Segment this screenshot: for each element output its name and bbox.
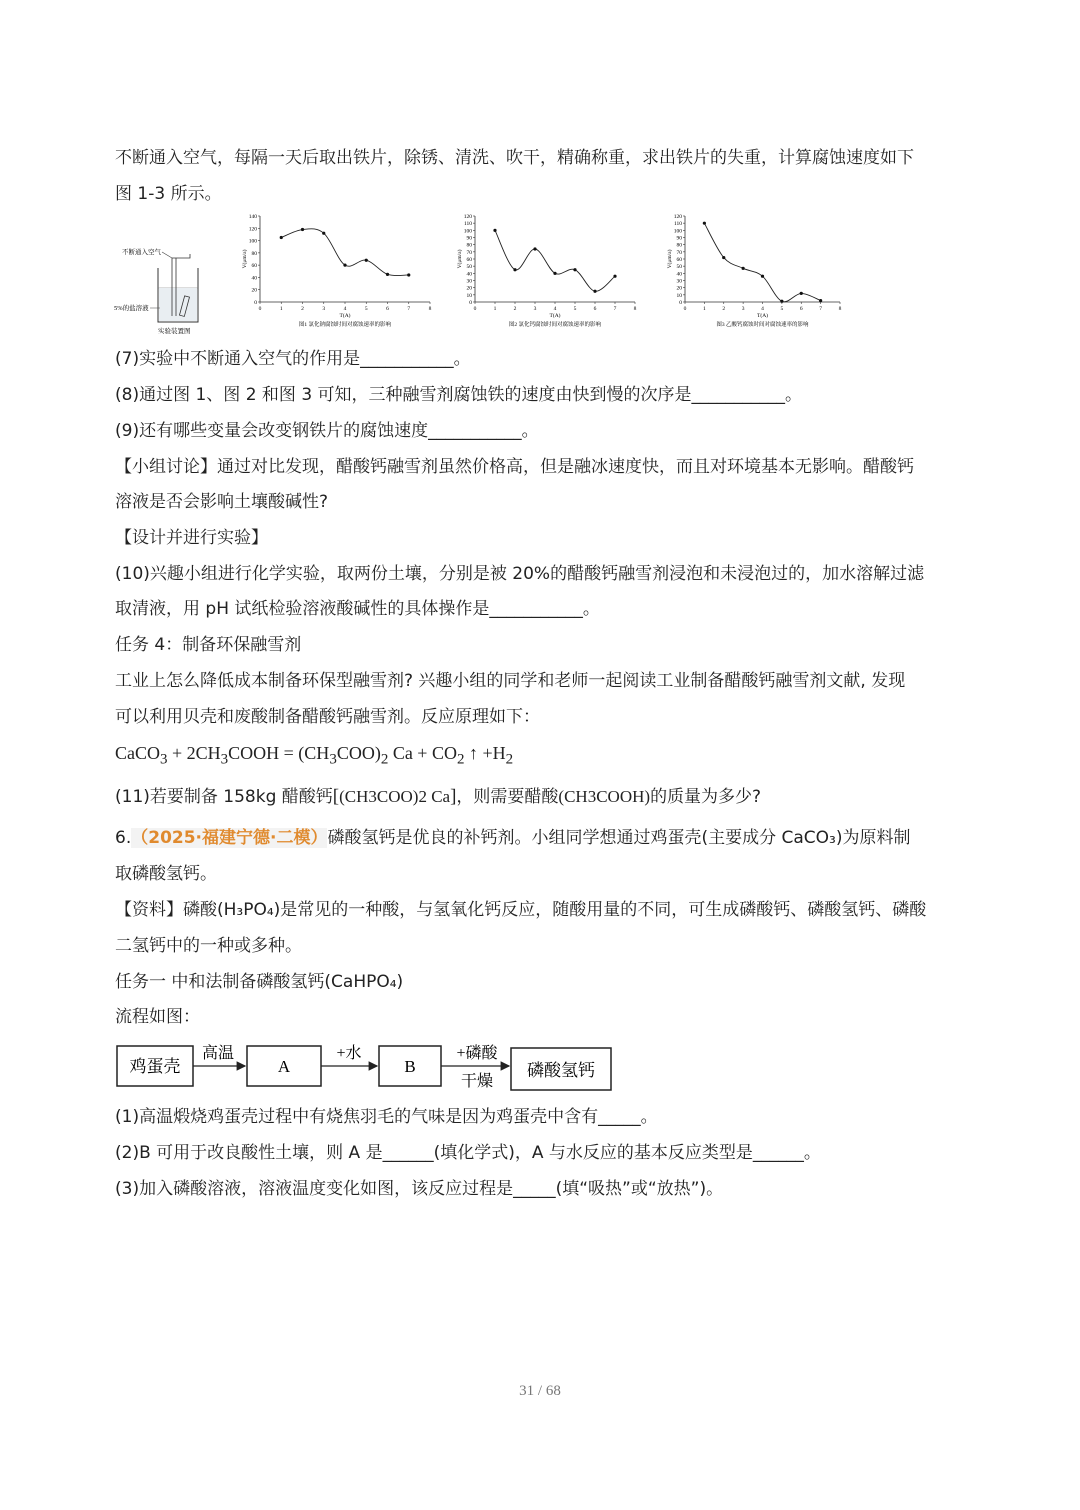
task-4-heading: 任务 4：制备环保融雪剂 [115,635,302,655]
problem-6-question-3: (3)加入磷酸溶液，溶液温度变化如图，该反应过程是_____(填“吸热”或“放热”)。 [115,1179,724,1199]
y-tick-label: 90 [676,235,682,242]
question-11: (11)若要制备 158kg 醋酸钙[(CH3COO)2 Ca]，则需要醋酸(CH3COOH)的质量为多少? [115,786,762,807]
y-tick-label: 60 [466,257,472,263]
flow-label-product: 磷酸氢钙 [527,1061,595,1080]
data-point [722,256,725,259]
x-tick-label: 8 [633,306,637,312]
y-axis-label: V(μm/a) [667,249,673,269]
chart-caption: 图2 氯化钙腐蚀时间对腐蚀速率的影响 [508,322,602,328]
chart-2 [456,214,637,328]
y-tick-label: 50 [676,264,682,271]
data-line-1: 【资料】磷酸(H₃PO₄)是常见的一种酸，与氢氧化钙反应，随酸用量的不同，可生成磷酸钙、磷酸氢钙、磷酸 [115,900,927,920]
data-point [533,247,536,250]
figure-row [110,210,850,340]
calcium-acetate-formula: (CH3COO)2 Ca [339,787,451,806]
data-point [780,300,783,303]
series-line [495,230,615,291]
problem-6-question-2: (2)B 可用于改良酸性土壤，则 A 是______(填化学式)，A 与水反应的基本反应类型是______。 [115,1143,821,1163]
x-tick-label: 7 [819,306,822,312]
problem-6-line-1: 6.（2025·福建宁德·二模）磷酸氢钙是优良的补钙剂。小组同学想通过鸡蛋壳(主要成分 CaCO₃)为原料制 [115,828,911,848]
design-heading: 【设计并进行实验】 [115,528,268,548]
x-tick-label: 7 [407,306,411,312]
data-point [301,228,304,231]
y-axis-label: V(μm/a) [242,249,248,269]
flow-label-b: B [404,1057,416,1076]
x-axis-label: T(A) [339,313,351,319]
y-tick-label: 60 [676,257,682,263]
y-tick-label: 100 [463,228,472,235]
data-point [365,259,368,262]
intro-line-1: 不断通入空气，每隔一天后取出铁片，除锈、清洗、吹干，精确称重，求出铁片的失重，计算腐蚀速度如下 [115,148,914,168]
y-tick-label: 100 [248,238,257,245]
data-point [703,222,706,225]
data-point [613,275,616,278]
question-10-line-1: (10)兴趣小组进行化学实验，取两份土壤，分别是被 20%的醋酸钙融雪剂浸泡和未浸泡过的，加水溶解过滤 [115,564,925,584]
y-tick-label: 20 [676,285,682,292]
y-tick-label: 0 [469,300,472,306]
apparatus-caption: 实验装置图 [158,328,191,335]
y-tick-label: 120 [463,214,472,220]
flow-step-dry: 干燥 [460,1073,494,1090]
data-point [800,292,803,295]
discussion-line-1: 【小组讨论】通过对比发现，醋酸钙融雪剂虽然价格高，但是融冰速度快，而且对环境基本无影响。醋酸钙 [115,457,914,477]
x-tick-label: 4 [553,306,557,312]
flow-label-eggshell: 鸡蛋壳 [129,1057,181,1076]
chart-3 [666,214,842,328]
series-line [704,223,820,302]
discussion-line-2: 溶液是否会影响土壤酸碱性? [115,492,329,512]
flow-intro: 流程如图： [115,1007,200,1027]
y-tick-label: 60 [251,263,257,270]
flow-step-heat: 高温 [201,1045,235,1062]
y-tick-label: 20 [466,285,472,292]
y-tick-label: 120 [248,226,257,233]
chart-caption: 图3 乙酸钙腐蚀时间对腐蚀速率的影响 [716,322,809,328]
x-tick-label: 8 [428,306,432,312]
x-tick-label: 3 [533,306,537,312]
industry-line-1: 工业上怎么降低成本制备环保型融雪剂? 兴趣小组的同学和老师一起阅读工业制备醋酸钙融雪剂文献, 发现 [115,671,906,691]
x-tick-label: 4 [343,306,347,312]
x-tick-label: 0 [683,306,687,312]
data-point [407,273,410,276]
x-tick-label: 6 [386,306,389,312]
page-number: 31 / 68 [519,1383,561,1399]
data-line-2: 二氢钙中的一种或多种。 [115,936,302,956]
y-tick-label: 90 [466,235,472,242]
chart-1 [241,214,432,328]
x-tick-label: 3 [741,306,745,312]
y-tick-label: 110 [673,221,682,228]
y-tick-label: 120 [673,214,682,220]
y-tick-label: 30 [466,278,472,285]
data-point [553,272,556,275]
y-tick-label: 80 [466,242,472,249]
data-point [343,264,346,267]
apparatus-diagram [114,247,198,335]
data-point [761,275,764,278]
x-tick-label: 6 [593,306,597,312]
acetic-acid-formula: CH3COOH [564,787,645,806]
y-tick-label: 10 [676,292,682,299]
x-tick-label: 8 [838,306,842,312]
source-badge: （2025·福建宁德·二模） [131,828,328,848]
question-8: (8)通过图 1、图 2 和图 3 可知，三种融雪剂腐蚀铁的速度由快到慢的次序是___________。 [115,385,803,405]
problem-6-line-2: 取磷酸氢钙。 [115,864,217,884]
x-tick-label: 2 [301,306,304,312]
x-tick-label: 5 [780,306,784,312]
task-1-heading: 任务一 中和法制备磷酸氢钙(CaHPO₄) [115,972,404,992]
y-tick-label: 30 [676,278,682,285]
y-tick-label: 0 [679,300,682,306]
y-tick-label: 10 [466,292,472,299]
y-tick-label: 70 [676,249,682,256]
question-9: (9)还有哪些变量会改变钢铁片的腐蚀速度___________。 [115,421,539,441]
x-tick-label: 0 [473,306,477,312]
x-axis-label: T(A) [549,313,561,319]
y-tick-label: 50 [466,264,472,271]
data-point [493,229,496,232]
problem-6-question-1: (1)高温煅烧鸡蛋壳过程中有烧焦羽毛的气味是因为鸡蛋壳中含有_____。 [115,1107,658,1127]
y-tick-label: 20 [251,287,257,294]
data-point [742,267,745,270]
industry-line-2: 可以利用贝壳和废酸制备醋酸钙融雪剂。反应原理如下： [115,707,540,727]
flow-label-a: A [277,1057,291,1076]
y-tick-label: 80 [676,242,682,249]
process-flow-diagram [115,1036,615,1094]
air-label: 不断通入空气 [122,249,161,256]
solution-label: 5%的盐溶液 [114,305,149,312]
y-tick-label: 110 [463,221,472,228]
x-tick-label: 1 [703,306,706,312]
question-7: (7)实验中不断通入空气的作用是___________。 [115,349,471,369]
x-tick-label: 3 [322,306,326,312]
y-axis-label: V(μm/a) [457,249,463,269]
x-axis-label: T(A) [757,313,768,319]
x-tick-label: 0 [258,306,262,312]
reaction-equation: CaCO$_3$ + $2CH_3COOH = (CH_3COO)_2$ $Ca + CO_2$ ↑ $+H_2$ [115,743,514,768]
y-tick-label: 40 [676,271,682,278]
y-tick-label: 40 [466,271,472,278]
y-tick-label: 140 [248,214,257,220]
flow-step-water: +水 [336,1045,362,1062]
y-tick-label: 70 [466,249,472,256]
x-tick-label: 2 [513,306,517,312]
x-tick-label: 1 [279,306,283,312]
data-point [819,299,822,302]
data-point [386,273,389,276]
series-line [281,229,409,276]
y-tick-label: 40 [251,275,257,282]
data-point [573,268,576,271]
chart-caption: 图1 氯化钠腐蚀时间对腐蚀速率的影响 [298,322,392,328]
x-tick-label: 5 [573,306,577,312]
data-point [593,290,596,293]
data-point [513,268,516,271]
flow-step-acid: +磷酸 [456,1045,498,1062]
x-tick-label: 1 [493,306,497,312]
x-tick-label: 5 [364,306,368,312]
question-10-line-2: 取清液，用 pH 试纸检验溶液酸碱性的具体操作是___________。 [115,599,600,619]
data-point [280,236,283,239]
x-tick-label: 6 [799,306,803,312]
x-tick-label: 4 [761,306,764,312]
y-tick-label: 0 [254,300,257,306]
intro-line-2: 图 1-3 所示。 [115,184,222,204]
x-tick-label: 7 [613,306,617,312]
y-tick-label: 100 [673,228,682,235]
data-point [322,232,325,235]
y-tick-label: 80 [251,250,257,257]
x-tick-label: 2 [722,306,726,312]
